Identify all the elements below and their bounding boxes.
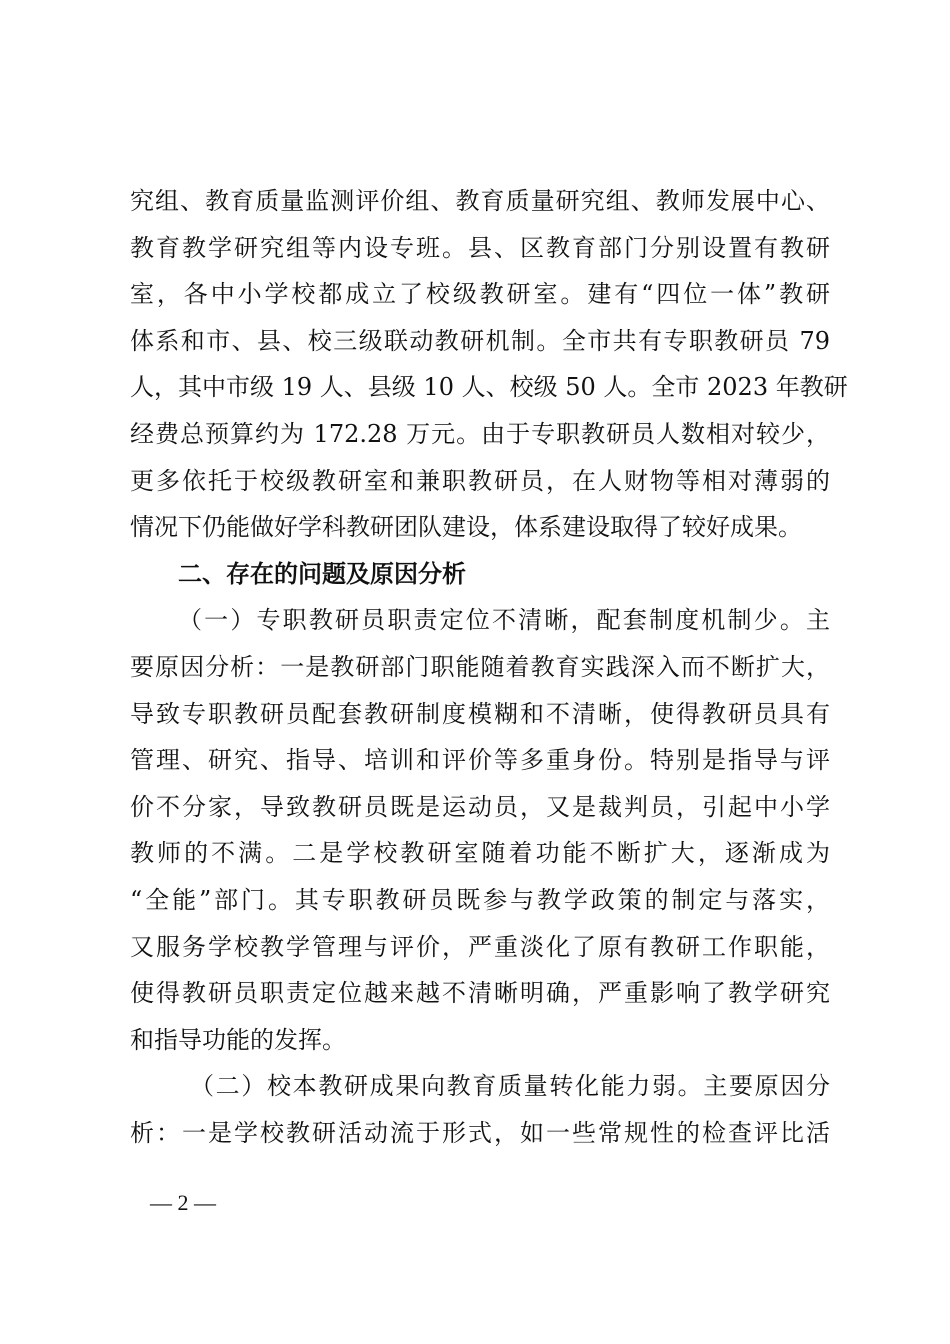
paragraph-line: 教师的不满。二是学校教研室随着功能不断扩大，逐渐成为 [130, 839, 830, 868]
paragraph-line: 室，各中小学校都成立了校级教研室。建有“四位一体”教研 [130, 280, 830, 309]
subsection-heading-line: （一）专职教研员职责定位不清晰，配套制度机制少。主 [178, 606, 830, 635]
paragraph-line: 体系和市、县、校三级联动教研机制。全市共有专职教研员 79 [130, 326, 830, 355]
paragraph-line: 究组、教育质量监测评价组、教育质量研究组、教师发展中心、 [130, 187, 830, 215]
paragraph-line: 使得教研员职责定位越来越不清晰明确，严重影响了教学研究 [130, 979, 830, 1008]
paragraph-line: 更多依托于校级教研室和兼职教研员，在人财物等相对薄弱的 [130, 466, 830, 495]
paragraph-line: 和指导功能的发挥。 [130, 1025, 346, 1054]
paragraph-line: 人，其中市级 19 人、县级 10 人、校级 50 人。全市 2023 年教研 [130, 373, 848, 402]
paragraph-line: 经费总预算约为 172.28 万元。由于专职教研员人数相对较少， [130, 419, 830, 448]
paragraph-line: 要原因分析：一是教研部门职能随着教育实践深入而不断扩大， [130, 652, 830, 681]
paragraph-line: 价不分家，导致教研员既是运动员，又是裁判员，引起中小学 [130, 792, 830, 821]
paragraph-line: 管理、研究、指导、培训和评价等多重身份。特别是指导与评 [130, 746, 830, 775]
paragraph-line: 析：一是学校教研活动流于形式，如一些常规性的检查评比活 [130, 1118, 830, 1147]
page-number: — 2 — [150, 1190, 216, 1215]
paragraph-line: “全能”部门。其专职教研员既参与教学政策的制定与落实， [130, 885, 830, 914]
subsection-heading-line: （二）校本教研成果向教育质量转化能力弱。主要原因分 [190, 1072, 830, 1101]
paragraph-line: 又服务学校教学管理与评价，严重淡化了原有教研工作职能， [130, 932, 830, 961]
section-heading: 二、存在的问题及原因分析 [178, 559, 466, 588]
paragraph-line: 导致专职教研员配套教研制度模糊和不清晰，使得教研员具有 [130, 699, 830, 728]
paragraph-line: 情况下仍能做好学科教研团队建设，体系建设取得了较好成果。 [130, 513, 802, 542]
body-text [130, 178, 848, 1156]
paragraph-line: 教育教学研究组等内设专班。县、区教育部门分别设置有教研 [130, 233, 830, 262]
